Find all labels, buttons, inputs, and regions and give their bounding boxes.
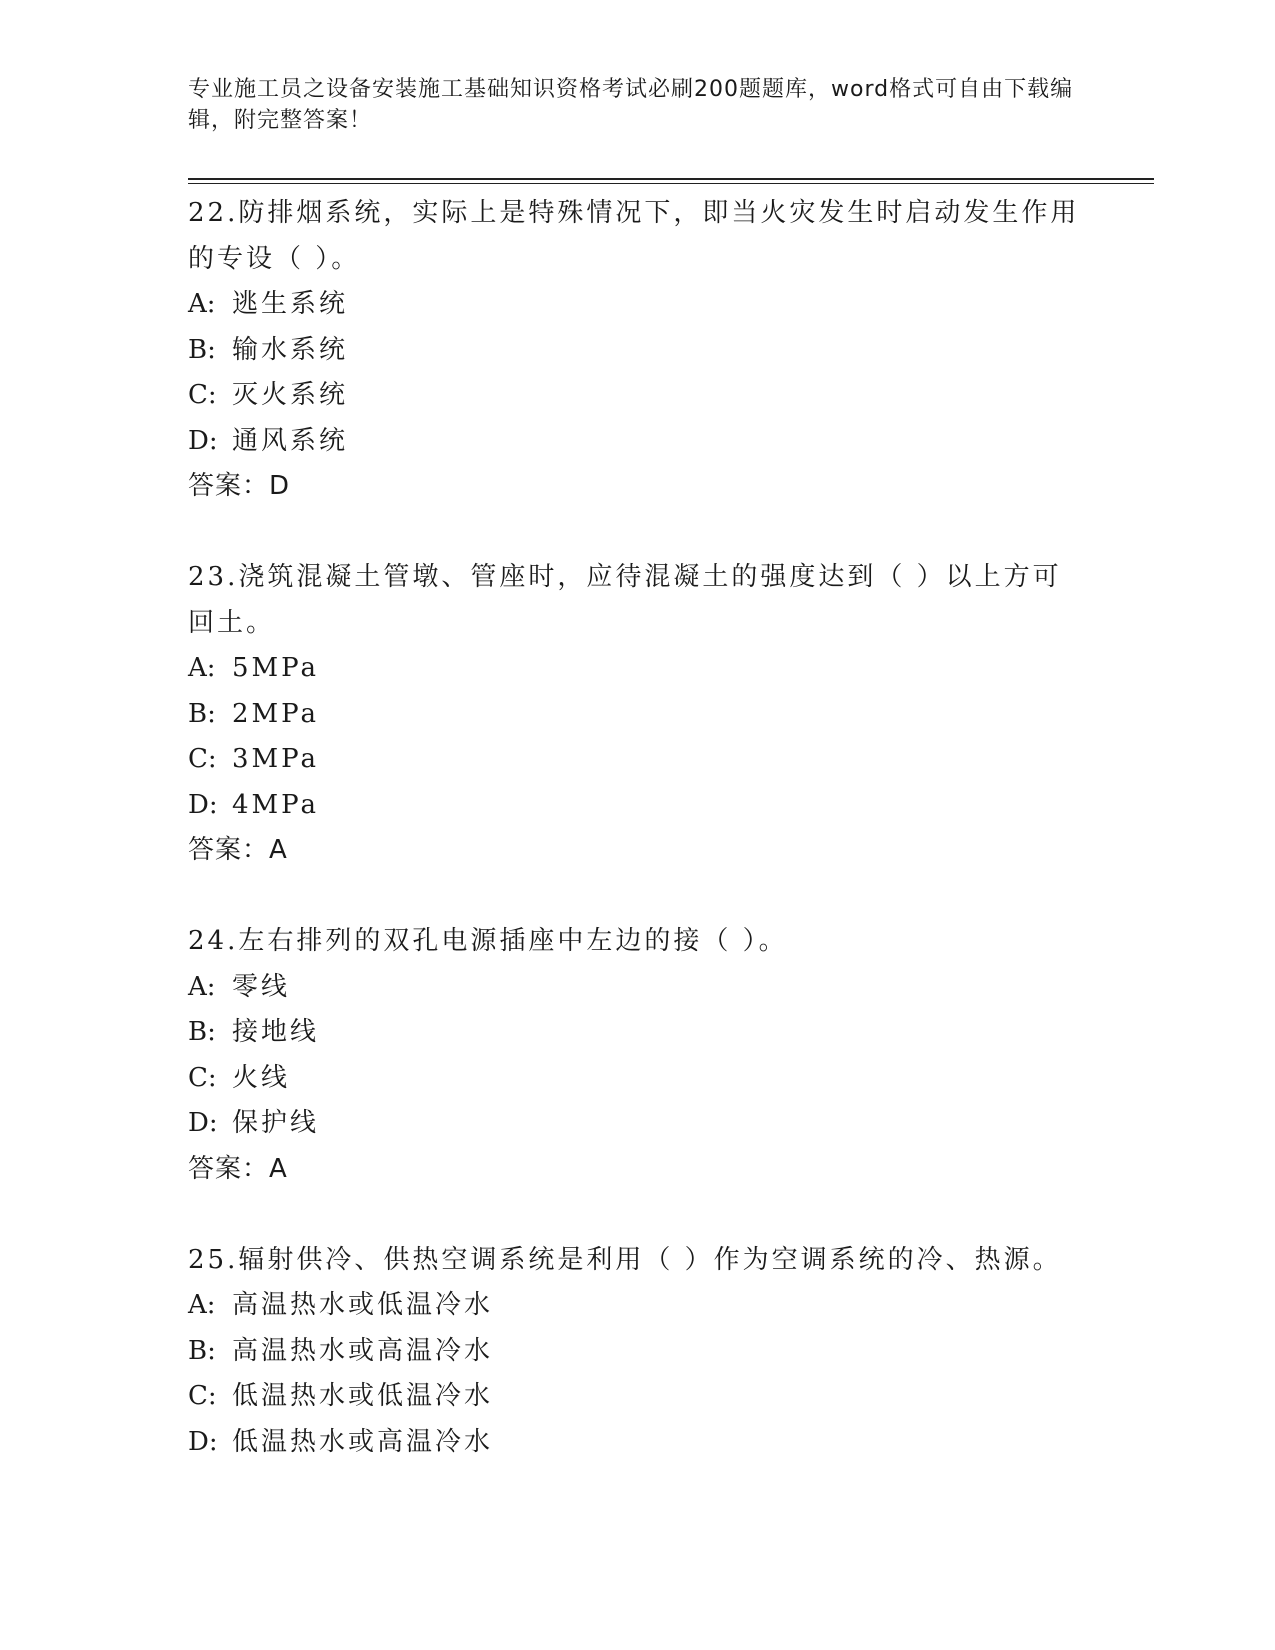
- option-key: A:: [188, 971, 216, 1002]
- question-spacer: [188, 874, 1088, 920]
- option-key: A:: [188, 653, 216, 683]
- question-24: [188, 919, 1088, 1238]
- question-25: [188, 1238, 1088, 1466]
- option-c: [188, 1056, 1088, 1102]
- question-stem: 25.辐射供冷、供热空调系统是利用（ ）作为空调系统的冷、热源。: [188, 1244, 1062, 1275]
- option-text: 3MPa: [232, 744, 319, 774]
- option-text: 保护线: [232, 1108, 320, 1138]
- option-key: D:: [188, 1108, 218, 1138]
- question-spacer: [188, 1192, 1088, 1238]
- option-a: [188, 646, 1088, 692]
- option-text: 零线: [232, 971, 291, 1002]
- option-text: 逃生系统: [232, 289, 349, 319]
- option-key: C:: [188, 744, 217, 774]
- document-header-title: 专业施工员之设备安装施工基础知识资格考试必刷200题题库，word格式可自由下载编辑，附完整答案！: [188, 77, 1074, 133]
- option-key: B:: [188, 1017, 216, 1047]
- option-key: A:: [188, 289, 216, 319]
- answer-line: 答案：D: [188, 471, 291, 501]
- option-text: 低温热水或低温冷水: [232, 1381, 494, 1411]
- option-text: 输水系统: [232, 334, 349, 365]
- option-text: 低温热水或高温冷水: [232, 1426, 494, 1457]
- option-d: [188, 1101, 1088, 1147]
- option-b: [188, 1329, 1088, 1375]
- option-a: [188, 965, 1088, 1011]
- answer-line: 答案：A: [188, 835, 288, 865]
- option-c: [188, 737, 1088, 783]
- option-d: [188, 419, 1088, 465]
- option-text: 4MPa: [232, 789, 319, 820]
- option-c: [188, 373, 1088, 419]
- option-c: [188, 1374, 1088, 1420]
- option-key: B:: [188, 334, 216, 365]
- option-text: 接地线: [232, 1017, 320, 1047]
- question-stem: 22.防排烟系统，实际上是特殊情况下，即当火灾发生时启动发生作用的专设（ ）。: [188, 198, 1080, 274]
- option-text: 灭火系统: [232, 380, 349, 410]
- option-key: B:: [188, 1335, 216, 1366]
- option-key: C:: [188, 380, 217, 410]
- option-text: 高温热水或高温冷水: [232, 1335, 494, 1366]
- option-a: [188, 1283, 1088, 1329]
- option-key: D:: [188, 789, 218, 820]
- option-key: D:: [188, 1426, 218, 1457]
- question-spacer: [188, 510, 1088, 556]
- option-key: C:: [188, 1062, 217, 1093]
- option-text: 高温热水或低温冷水: [232, 1290, 494, 1320]
- option-key: B:: [188, 698, 216, 729]
- question-22: [188, 191, 1088, 555]
- header-divider-thin: [188, 183, 1154, 184]
- option-text: 火线: [232, 1062, 291, 1093]
- question-stem: 24.左右排列的双孔电源插座中左边的接（ ）。: [188, 926, 788, 956]
- header-divider-thick: [188, 178, 1154, 180]
- question-23: [188, 555, 1088, 919]
- option-text: 5MPa: [232, 653, 319, 683]
- option-text: 通风系统: [232, 425, 349, 456]
- option-key: C:: [188, 1381, 217, 1411]
- option-text: 2MPa: [232, 698, 319, 729]
- option-b: [188, 1010, 1088, 1056]
- question-stem: 23.浇筑混凝土管墩、管座时，应待混凝土的强度达到（ ）以上方可回土。: [188, 562, 1062, 638]
- option-d: [188, 783, 1088, 829]
- option-d: [188, 1420, 1088, 1466]
- question-list: [188, 191, 1088, 1465]
- option-b: [188, 328, 1088, 374]
- answer-line: 答案：A: [188, 1153, 288, 1184]
- option-key: A:: [188, 1290, 216, 1320]
- option-key: D:: [188, 425, 218, 456]
- option-b: [188, 692, 1088, 738]
- option-a: [188, 282, 1088, 328]
